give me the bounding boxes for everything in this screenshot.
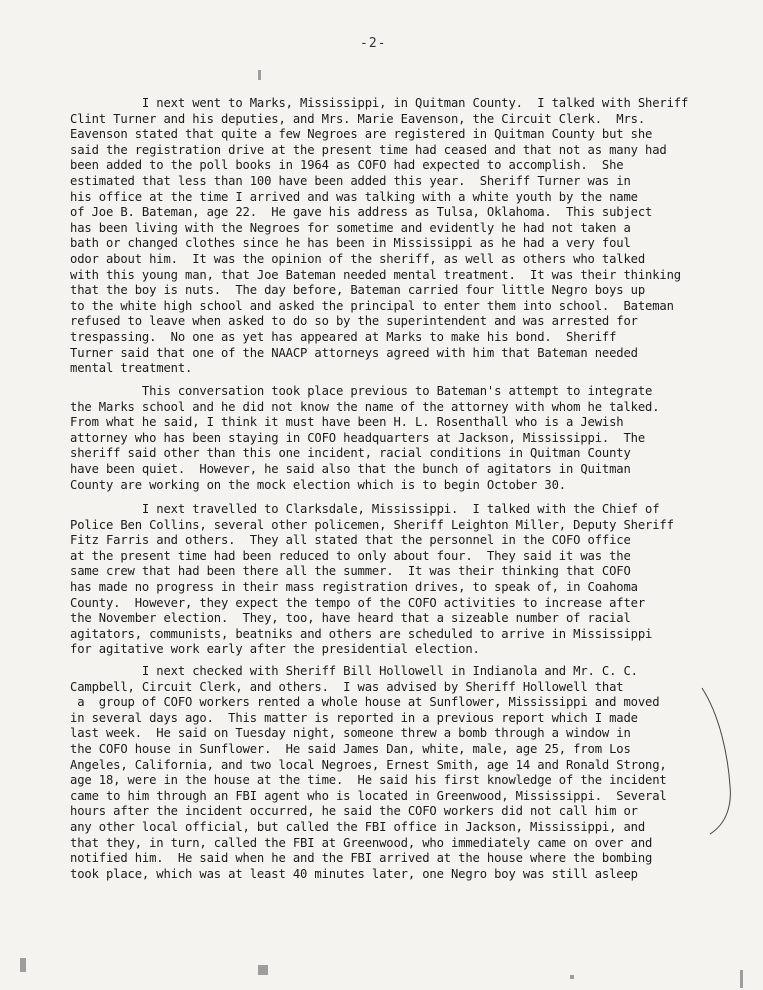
text-line: This conversation took place previous to Bateman's attempt to integrate (70, 384, 653, 398)
text-line: refused to leave when asked to do so by the superintendent and was arrested for (70, 314, 638, 329)
text-line: Angeles, California, and two local Negroes, Ernest Smith, age 14 and Ronald Strong, (70, 757, 667, 772)
text-line: estimated that less than 100 have been added this year. Sheriff Turner was in (70, 173, 631, 188)
text-line: been added to the poll books in 1964 as COFO had expected to accomplish. She (70, 158, 624, 173)
text-line: age 18, were in the house at the time. He said his first knowledge of the incident (70, 773, 667, 788)
text-line: Turner said that one of the NAACP attorneys agreed with him that Bateman needed (70, 345, 638, 360)
text-line: odor about him. It was the opinion of the sheriff, as well as others who talked (70, 251, 645, 266)
text-line: in several days ago. This matter is reported in a previous report which I made (70, 710, 638, 725)
text-line: agitators, communists, beatniks and others are scheduled to arrive in Mississippi (70, 626, 653, 641)
text-line: Campbell, Circuit Clerk, and others. I was advised by Sheriff Hollowell that (70, 679, 624, 694)
paragraph-clarksdale (70, 502, 710, 658)
text-line: the COFO house in Sunflower. He said James Dan, white, male, age 25, from Los (70, 741, 631, 756)
text-line: came to him through an FBI agent who is located in Greenwood, Mississippi. Several (70, 788, 667, 803)
text-line: took place, which was at least 40 minutes later, one Negro boy was still asleep (70, 866, 638, 881)
text-line: that they, in turn, called the FBI at Greenwood, who immediately came on over and (70, 835, 653, 850)
text-line: notified him. He said when he and the FBI arrived at the house where the bombing (70, 851, 653, 866)
text-line: with this young man, that Joe Bateman needed mental treatment. It was their thinking (70, 267, 681, 282)
scan-speck (570, 975, 574, 979)
text-line: mental treatment. (70, 361, 193, 376)
text-line: hours after the incident occurred, he said the COFO workers did not call him or (70, 804, 638, 819)
text-line: last week. He said on Tuesday night, someone threw a bomb through a window in (70, 726, 631, 741)
text-line: Police Ben Collins, several other policemen, Sheriff Leighton Miller, Deputy Sheriff (70, 517, 674, 532)
handwritten-bracket-mark (700, 686, 740, 836)
text-line: any other local official, but called the FBI office in Jackson, Mississippi, and (70, 819, 645, 834)
text-line: I next travelled to Clarksdale, Mississippi. I talked with the Chief of (70, 502, 660, 516)
text-line: his office at the time I arrived and was talking with a white youth by the name (70, 189, 638, 204)
text-line: trespassing. No one as yet has appeared at Marks to make his bond. Sheriff (70, 329, 617, 344)
text-line: attorney who has been staying in COFO headquarters at Jackson, Mississippi. The (70, 430, 645, 445)
text-line: the November election. They, too, have heard that a sizeable number of racial (70, 611, 631, 626)
text-line: Eavenson stated that quite a few Negroes are registered in Quitman County but she (70, 127, 653, 142)
text-line: for agitative work early after the presidential election. (70, 642, 480, 657)
text-line: same crew that had been there all the summer. It was their thinking that COFO (70, 564, 631, 579)
text-line: Clint Turner and his deputies, and Mrs. Marie Eavenson, the Circuit Clerk. Mrs. (70, 111, 645, 126)
text-line: to the white high school and asked the principal to enter them into school. Bateman (70, 298, 674, 313)
text-line: I next went to Marks, Mississippi, in Quitman County. I talked with Sheriff (70, 96, 689, 110)
text-line: that the boy is nuts. The day before, Bateman carried four little Negro boys up (70, 283, 645, 298)
text-line: bath or changed clothes since he has been in Mississippi as he had a very foul (70, 236, 631, 251)
text-line: has made no progress in their mass registration drives, to speak of, in Coahoma (70, 579, 638, 594)
scan-speck (20, 958, 26, 972)
scan-speck (258, 965, 268, 975)
text-line: has been living with the Negroes for sometime and evidently he had not taken a (70, 220, 631, 235)
text-line: Fitz Farris and others. They all stated that the personnel in the COFO office (70, 533, 631, 548)
text-line: a group of COFO workers rented a whole house at Sunflower, Mississippi and moved (70, 695, 660, 710)
text-line: at the present time had been reduced to only about four. They said it was the (70, 548, 631, 563)
page-number: -2- (360, 36, 387, 51)
scan-speck (258, 70, 261, 80)
text-line: County. However, they expect the tempo of the COFO activities to increase after (70, 595, 645, 610)
paragraph-marks-quitman (70, 96, 710, 377)
scan-speck (740, 970, 743, 988)
paragraph-conversation (70, 384, 710, 493)
text-line: the Marks school and he did not know the name of the attorney with whom he talked. (70, 399, 660, 414)
text-line: said the registration drive at the present time had ceased and that not as many had (70, 142, 667, 157)
text-line: have been quiet. However, he said also that the bunch of agitators in Quitman (70, 461, 631, 476)
text-line: of Joe B. Bateman, age 22. He gave his address as Tulsa, Oklahoma. This subject (70, 205, 653, 220)
text-line: sheriff said other than this one incident, racial conditions in Quitman County (70, 446, 631, 461)
text-line: County are working on the mock election which is to begin October 30. (70, 477, 566, 492)
text-line: From what he said, I think it must have been H. L. Rosenthall who is a Jewish (70, 415, 624, 430)
text-line: I next checked with Sheriff Bill Hollowell in Indianola and Mr. C. C. (70, 664, 638, 678)
paragraph-indianola (70, 664, 710, 882)
